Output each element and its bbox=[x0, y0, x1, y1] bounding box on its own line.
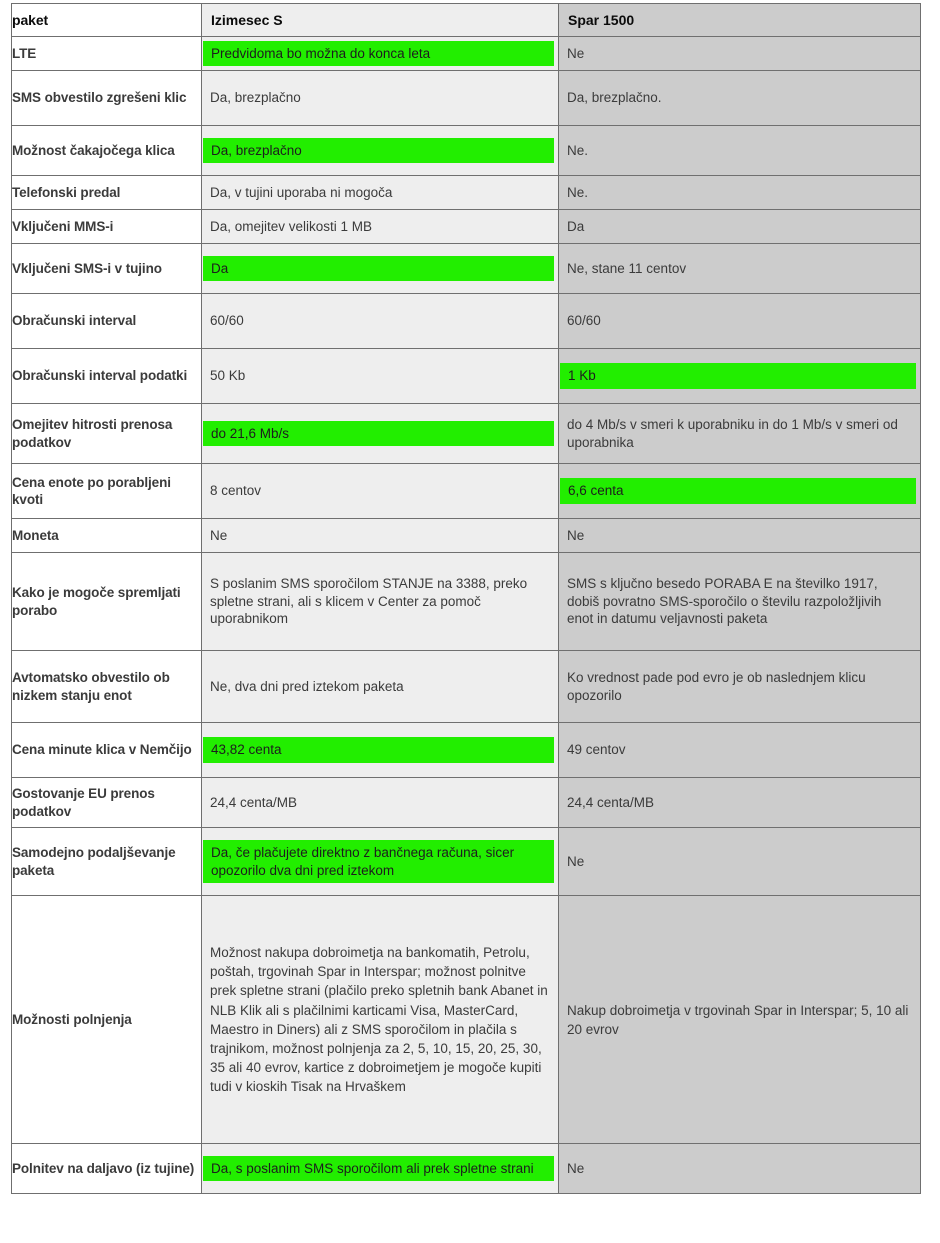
table-row bbox=[12, 37, 921, 71]
table-row bbox=[12, 294, 921, 349]
value-text: Ne bbox=[567, 1160, 585, 1176]
cell-spar-1500 bbox=[559, 71, 921, 126]
cell-izimesec-s bbox=[202, 244, 559, 294]
row-label: SMS obvestilo zgrešeni klic bbox=[12, 71, 202, 126]
table-row bbox=[12, 828, 921, 896]
cell-spar-1500 bbox=[559, 464, 921, 519]
table-row bbox=[12, 519, 921, 553]
value-text: Ne bbox=[567, 527, 585, 543]
cell-spar-1500 bbox=[559, 126, 921, 176]
cell-spar-1500 bbox=[559, 244, 921, 294]
cell-izimesec-s bbox=[202, 294, 559, 349]
table-header-row bbox=[12, 4, 921, 37]
package-comparison-table bbox=[11, 3, 921, 1194]
value-text: Ne bbox=[567, 853, 585, 869]
value-text: Ne. bbox=[567, 142, 589, 158]
table-row bbox=[12, 723, 921, 778]
cell-izimesec-s bbox=[202, 71, 559, 126]
value-text: SMS s ključno besedo PORABA E na številko 1917, dobiš povratno SMS-sporočilo o številu razpoložljivih enot in datumu veljavnosti paketa bbox=[567, 576, 882, 627]
highlighted-value: Predvidoma bo možna do konca leta bbox=[203, 41, 554, 67]
highlighted-value: Da, če plačujete direktno z bančnega računa, sicer opozorilo dva dni pred iztekom bbox=[203, 840, 554, 883]
cell-izimesec-s bbox=[202, 349, 559, 404]
table-row bbox=[12, 244, 921, 294]
row-label: Samodejno podaljševanje paketa bbox=[12, 828, 202, 896]
value-text: Nakup dobroimetja v trgovinah Spar in Interspar; 5, 10 ali 20 evrov bbox=[567, 1002, 909, 1037]
row-label: LTE bbox=[12, 37, 202, 71]
cell-izimesec-s bbox=[202, 210, 559, 244]
value-text: Ne bbox=[567, 45, 585, 61]
column-header-paket: paket bbox=[12, 4, 202, 37]
cell-spar-1500 bbox=[559, 828, 921, 896]
row-label: Omejitev hitrosti prenosa podatkov bbox=[12, 404, 202, 464]
value-text: Ne bbox=[210, 527, 228, 543]
table-row bbox=[12, 778, 921, 828]
row-label: Vključeni SMS-i v tujino bbox=[12, 244, 202, 294]
cell-spar-1500 bbox=[559, 553, 921, 651]
table-row bbox=[12, 349, 921, 404]
value-text: Da, brezplačno bbox=[210, 90, 301, 106]
value-text: Ne, dva dni pred iztekom paketa bbox=[210, 678, 404, 694]
cell-izimesec-s bbox=[202, 464, 559, 519]
row-label: Telefonski predal bbox=[12, 176, 202, 210]
table-row bbox=[12, 464, 921, 519]
cell-izimesec-s bbox=[202, 723, 559, 778]
highlighted-value: 43,82 centa bbox=[203, 737, 554, 763]
value-text: S poslanim SMS sporočilom STANJE na 3388, preko spletne strani, ali s klicem v Center za pomoč uporabnikom bbox=[210, 576, 528, 627]
table-body bbox=[12, 4, 921, 1194]
cell-izimesec-s bbox=[202, 651, 559, 723]
row-label: Avtomatsko obvestilo ob nizkem stanju enot bbox=[12, 651, 202, 723]
value-text: 50 Kb bbox=[210, 368, 246, 384]
value-text: Da bbox=[567, 218, 585, 234]
cell-izimesec-s bbox=[202, 896, 559, 1144]
value-text: Ne, stane 11 centov bbox=[567, 260, 687, 276]
highlighted-value: Da bbox=[203, 256, 554, 282]
value-text: 24,4 centa/MB bbox=[210, 794, 298, 810]
highlighted-value: 6,6 centa bbox=[560, 478, 916, 504]
value-text: Da, brezplačno. bbox=[567, 90, 662, 106]
row-label: Cena minute klica v Nemčijo bbox=[12, 723, 202, 778]
cell-izimesec-s bbox=[202, 778, 559, 828]
cell-izimesec-s bbox=[202, 828, 559, 896]
cell-izimesec-s bbox=[202, 553, 559, 651]
value-text: Možnost nakupa dobroimetja na bankomatih, Petrolu, poštah, trgovinah Spar in Interspar; možnost polnitve prek spletne strani (plačilo preko spletnih bank Abanet in NLB Klik ali s plačilnimi karticami Visa, MasterCard, Maestro in Diners) ali z SMS sporočilom in plačila s trajnikom, možnost polnjenja za 2, 5, 10, 15, 20, 25, 30, 35 ali 40 evrov, kartice z dobroimetjem je mogoče kupiti tudi v kioskih Tisak na Hrvaškem bbox=[210, 945, 548, 1095]
highlighted-value: Da, brezplačno bbox=[203, 138, 554, 164]
cell-spar-1500 bbox=[559, 896, 921, 1144]
row-label: Cena enote po porabljeni kvoti bbox=[12, 464, 202, 519]
cell-spar-1500 bbox=[559, 778, 921, 828]
cell-izimesec-s bbox=[202, 404, 559, 464]
cell-spar-1500 bbox=[559, 519, 921, 553]
cell-spar-1500 bbox=[559, 723, 921, 778]
value-text: 60/60 bbox=[567, 313, 601, 329]
row-label: Polnitev na daljavo (iz tujine) bbox=[12, 1144, 202, 1194]
value-text: Ko vrednost pade pod evro je ob naslednjem klicu opozorilo bbox=[567, 670, 866, 703]
table-row bbox=[12, 126, 921, 176]
table-row bbox=[12, 553, 921, 651]
row-label: Možnosti polnjenja bbox=[12, 896, 202, 1144]
value-text: 60/60 bbox=[210, 313, 244, 329]
value-text: Da, v tujini uporaba ni mogoča bbox=[210, 184, 393, 200]
row-label: Možnost čakajočega klica bbox=[12, 126, 202, 176]
table-row bbox=[12, 176, 921, 210]
cell-spar-1500 bbox=[559, 349, 921, 404]
cell-spar-1500 bbox=[559, 404, 921, 464]
cell-izimesec-s bbox=[202, 37, 559, 71]
row-label: Obračunski interval bbox=[12, 294, 202, 349]
cell-spar-1500 bbox=[559, 210, 921, 244]
table-row bbox=[12, 404, 921, 464]
row-label: Moneta bbox=[12, 519, 202, 553]
table-row bbox=[12, 1144, 921, 1194]
cell-izimesec-s bbox=[202, 519, 559, 553]
row-label: Gostovanje EU prenos podatkov bbox=[12, 778, 202, 828]
table-row bbox=[12, 210, 921, 244]
highlighted-value: 1 Kb bbox=[560, 363, 916, 389]
value-text: 8 centov bbox=[210, 483, 262, 499]
table-row bbox=[12, 651, 921, 723]
cell-izimesec-s bbox=[202, 1144, 559, 1194]
cell-spar-1500 bbox=[559, 651, 921, 723]
cell-izimesec-s bbox=[202, 126, 559, 176]
column-header-spar-1500: Spar 1500 bbox=[559, 4, 921, 37]
value-text: 49 centov bbox=[567, 742, 626, 758]
highlighted-value: Da, s poslanim SMS sporočilom ali prek spletne strani bbox=[203, 1156, 554, 1182]
cell-spar-1500 bbox=[559, 294, 921, 349]
column-header-izimesec-s: Izimesec S bbox=[202, 4, 559, 37]
row-label: Kako je mogoče spremljati porabo bbox=[12, 553, 202, 651]
value-text: do 4 Mb/s v smeri k uporabniku in do 1 Mb/s v smeri od uporabnika bbox=[567, 417, 898, 450]
table-row bbox=[12, 71, 921, 126]
cell-spar-1500 bbox=[559, 176, 921, 210]
value-text: Ne. bbox=[567, 184, 589, 200]
cell-izimesec-s bbox=[202, 176, 559, 210]
cell-spar-1500 bbox=[559, 37, 921, 71]
row-label: Obračunski interval podatki bbox=[12, 349, 202, 404]
cell-spar-1500 bbox=[559, 1144, 921, 1194]
value-text: 24,4 centa/MB bbox=[567, 794, 655, 810]
highlighted-value: do 21,6 Mb/s bbox=[203, 421, 554, 447]
table-row bbox=[12, 896, 921, 1144]
row-label: Vključeni MMS-i bbox=[12, 210, 202, 244]
value-text: Da, omejitev velikosti 1 MB bbox=[210, 218, 373, 234]
